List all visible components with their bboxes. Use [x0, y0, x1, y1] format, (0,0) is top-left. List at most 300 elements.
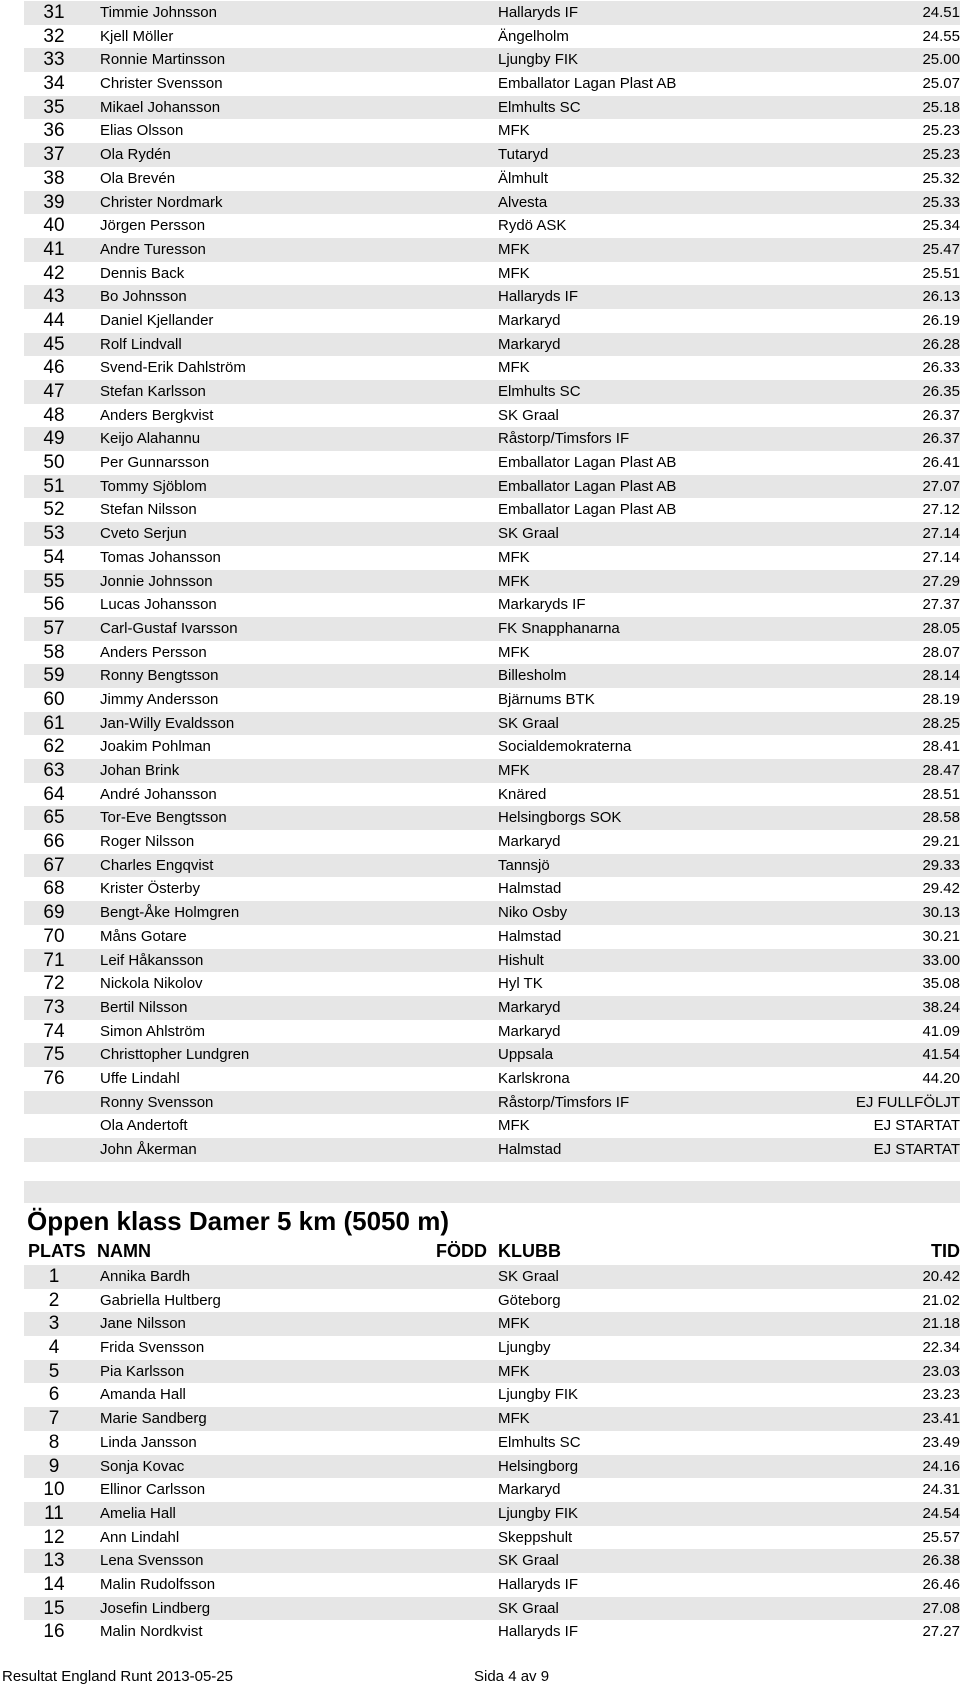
finish-time: 26.19 — [922, 311, 960, 329]
header-klubb: KLUBB — [498, 1241, 561, 1261]
club-name: FK Snapphanarna — [498, 619, 620, 637]
placement: 51 — [43, 475, 65, 497]
club-name: Ljungby FIK — [498, 1504, 579, 1522]
club-name: MFK — [498, 643, 530, 661]
runner-name: Ola Rydén — [100, 146, 171, 164]
club-name: Alvesta — [498, 193, 548, 211]
table-row — [24, 451, 960, 475]
club-name: Hyl TK — [498, 975, 543, 993]
table-row — [24, 1549, 960, 1573]
placement: 71 — [43, 949, 65, 971]
table-row — [24, 1597, 960, 1621]
club-name: Råstorp/Timsfors IF — [498, 1093, 630, 1111]
table-row — [24, 830, 960, 854]
placement: 32 — [43, 25, 65, 47]
placement: 57 — [43, 617, 65, 639]
club-name: MFK — [498, 548, 530, 566]
finish-time: 25.18 — [922, 98, 960, 116]
runner-name: Amanda Hall — [100, 1386, 186, 1404]
runner-name: Jan-Willy Evaldsson — [100, 714, 235, 732]
club-name: MFK — [498, 1362, 530, 1380]
finish-time: 27.27 — [922, 1623, 960, 1641]
placement: 43 — [43, 286, 65, 308]
runner-name: Jörgen Persson — [100, 217, 206, 235]
runner-name: Gabriella Hultberg — [100, 1291, 221, 1309]
finish-time: 28.07 — [922, 643, 960, 661]
runner-name: Rolf Lindvall — [100, 335, 182, 353]
placement: 39 — [43, 191, 65, 213]
placement: 35 — [43, 96, 65, 118]
placement: 40 — [43, 215, 65, 237]
runner-name: Jimmy Andersson — [100, 690, 219, 708]
club-name: MFK — [498, 122, 530, 140]
finish-time: 27.37 — [922, 596, 960, 614]
club-name: Niko Osby — [498, 904, 568, 922]
club-name: Halmstad — [498, 880, 562, 898]
runner-name: Bengt-Åke Holmgren — [100, 904, 240, 922]
runner-name: Charles Engqvist — [100, 856, 214, 874]
club-name: Rydö ASK — [498, 217, 567, 235]
runner-name: Per Gunnarsson — [100, 454, 210, 472]
placement: 34 — [43, 73, 65, 95]
runner-name: Stefan Nilsson — [100, 501, 197, 519]
results-table-men — [24, 1, 960, 1162]
placement: 75 — [43, 1044, 65, 1066]
placement: 13 — [43, 1550, 65, 1572]
placement: 41 — [43, 238, 65, 260]
section-title: Öppen klass Damer 5 km (5050 m) — [27, 1206, 449, 1236]
finish-time: 28.47 — [922, 762, 960, 779]
finish-time: 29.33 — [922, 856, 960, 874]
runner-name: Bertil Nilsson — [100, 998, 188, 1016]
table-row — [24, 285, 960, 309]
finish-time: 35.08 — [922, 975, 960, 993]
runner-name: Leif Håkansson — [100, 951, 204, 969]
page-footer — [0, 1668, 960, 1685]
runner-name: Frida Svensson — [100, 1339, 205, 1357]
runner-name: Daniel Kjellander — [100, 311, 214, 329]
club-name: Hallaryds IF — [498, 1623, 579, 1641]
runner-name: Ola Andertoft — [100, 1117, 188, 1135]
table-row — [24, 901, 960, 925]
club-name: Skeppshult — [498, 1528, 573, 1546]
runner-name: Uffe Lindahl — [100, 1069, 180, 1087]
placement: 67 — [43, 854, 65, 876]
runner-name: Amelia Hall — [100, 1504, 176, 1522]
club-name: Markaryds IF — [498, 596, 586, 614]
header-plats: PLATS — [28, 1241, 86, 1261]
runner-name: Tomas Johansson — [100, 548, 221, 566]
table-row — [24, 1573, 960, 1597]
table-row — [24, 214, 960, 238]
runner-name: Christtopher Lundgren — [100, 1046, 250, 1064]
table-row — [24, 427, 960, 451]
finish-time: 28.19 — [922, 690, 960, 708]
placement: 2 — [48, 1289, 60, 1311]
runner-name: Jane Nilsson — [100, 1315, 186, 1333]
table-row — [24, 1114, 960, 1138]
finish-time: 24.16 — [922, 1457, 960, 1475]
club-name: Göteborg — [498, 1291, 561, 1309]
finish-time: 23.23 — [922, 1386, 960, 1404]
runner-name: Ola Brevén — [100, 169, 176, 187]
table-row — [24, 1455, 960, 1479]
finish-time: 38.24 — [922, 998, 960, 1016]
finish-time: 22.34 — [922, 1339, 960, 1357]
finish-time: 26.46 — [922, 1575, 960, 1593]
placement: 61 — [43, 712, 65, 734]
runner-name: Malin Nordkvist — [100, 1623, 203, 1641]
club-name: Ljungby FIK — [498, 1386, 579, 1404]
runner-name: Tommy Sjöblom — [100, 477, 207, 495]
runner-name: Kjell Möller — [100, 27, 174, 45]
runner-name: Simon Ahlström — [100, 1022, 206, 1040]
placement: 45 — [43, 333, 65, 355]
table-row — [24, 1043, 960, 1067]
club-name: Halmstad — [498, 927, 562, 945]
finish-time: 25.00 — [922, 51, 960, 69]
finish-time: 27.08 — [922, 1599, 960, 1617]
runner-name: Christer Svensson — [100, 75, 223, 93]
finish-time: 29.42 — [922, 880, 960, 898]
placement: 50 — [43, 452, 65, 474]
placement: 10 — [43, 1479, 65, 1501]
placement: 46 — [43, 357, 65, 379]
table-row — [24, 1, 960, 25]
club-name: MFK — [498, 359, 530, 377]
table-row — [24, 877, 960, 901]
club-name: Hallaryds IF — [498, 288, 579, 306]
runner-name: Stefan Karlsson — [100, 383, 206, 400]
finish-time: 41.54 — [922, 1046, 960, 1064]
club-name: SK Graal — [498, 525, 559, 543]
table-header — [24, 1239, 960, 1263]
finish-time: 25.23 — [922, 146, 960, 164]
table-row — [24, 72, 960, 96]
club-name: Ljungby FIK — [498, 51, 579, 69]
table-row — [24, 664, 960, 688]
finish-time: 26.37 — [922, 406, 960, 424]
table-row — [24, 546, 960, 570]
table-row — [24, 143, 960, 167]
finish-time: 30.21 — [922, 927, 960, 945]
placement: 12 — [43, 1526, 65, 1548]
runner-name: Marie Sandberg — [100, 1410, 207, 1428]
club-name: SK Graal — [498, 1552, 559, 1570]
table-row — [24, 25, 960, 49]
placement: 16 — [43, 1621, 65, 1643]
table-row — [24, 712, 960, 736]
footer-event: Resultat England Runt 2013-05-25 — [2, 1668, 233, 1685]
placement: 38 — [43, 167, 65, 189]
club-name: MFK — [498, 1410, 530, 1428]
club-name: MFK — [498, 1117, 530, 1135]
table-row — [24, 854, 960, 878]
club-name: SK Graal — [498, 714, 559, 732]
finish-time: 26.13 — [922, 288, 960, 306]
club-name: Emballator Lagan Plast AB — [498, 75, 677, 93]
placement: 65 — [43, 807, 65, 829]
placement: 48 — [43, 404, 65, 426]
club-name: MFK — [498, 264, 530, 282]
finish-time: 25.33 — [922, 193, 960, 211]
finish-time: 25.07 — [922, 75, 960, 93]
club-name: Markaryd — [498, 311, 561, 329]
runner-name: Måns Gotare — [100, 927, 187, 945]
table-row — [24, 380, 960, 404]
table-row — [24, 1526, 960, 1550]
table-row — [24, 522, 960, 546]
club-name: Helsingborgs SOK — [498, 809, 622, 827]
table-row — [24, 1407, 960, 1431]
table-row — [24, 1138, 960, 1162]
table-row — [24, 996, 960, 1020]
table-row — [24, 617, 960, 641]
runner-name: Cveto Serjun — [100, 525, 187, 543]
table-row — [24, 262, 960, 286]
club-name: MFK — [498, 572, 530, 590]
results-table-women — [24, 1265, 960, 1644]
placement: 1 — [48, 1266, 60, 1287]
finish-time: 27.12 — [922, 501, 960, 519]
finish-time: 27.14 — [922, 548, 960, 566]
placement: 72 — [43, 973, 65, 995]
placement: 70 — [43, 925, 65, 947]
runner-name: Elias Olsson — [100, 122, 184, 140]
table-row — [24, 925, 960, 949]
club-name: SK Graal — [498, 406, 559, 424]
placement: 63 — [43, 760, 65, 781]
club-name: MFK — [498, 1315, 530, 1333]
placement: 33 — [43, 49, 65, 71]
placement: 44 — [43, 309, 65, 331]
placement: 66 — [43, 831, 65, 853]
runner-name: Ronny Svensson — [100, 1093, 214, 1111]
club-name: Ängelholm — [498, 27, 569, 45]
finish-time: 25.47 — [922, 240, 960, 258]
finish-time: 27.14 — [922, 525, 960, 543]
finish-time: 26.35 — [922, 383, 960, 400]
finish-time: 25.51 — [922, 264, 960, 282]
runner-name: Pia Karlsson — [100, 1362, 185, 1380]
finish-time: 24.54 — [922, 1504, 960, 1522]
placement: 60 — [43, 688, 65, 710]
club-name: Tutaryd — [498, 146, 549, 164]
finish-time: 44.20 — [922, 1069, 960, 1087]
runner-name: Svend-Erik Dahlström — [100, 359, 246, 377]
finish-time: 27.07 — [922, 477, 960, 495]
runner-name: Lucas Johansson — [100, 596, 217, 614]
table-row — [24, 688, 960, 712]
placement: 73 — [43, 996, 65, 1018]
runner-name: Krister Österby — [100, 880, 201, 898]
header-tid: TID — [931, 1241, 960, 1261]
finish-time: 28.14 — [922, 667, 960, 685]
runner-name: Bo Johnsson — [100, 288, 187, 306]
table-row — [24, 1383, 960, 1407]
club-name: Hallaryds IF — [498, 4, 579, 21]
club-name: Halmstad — [498, 1141, 562, 1158]
table-row — [24, 404, 960, 428]
table-row — [24, 806, 960, 830]
placement: 76 — [43, 1067, 65, 1089]
finish-time: 41.09 — [922, 1022, 960, 1040]
finish-time: 23.41 — [922, 1410, 960, 1428]
finish-time: 23.49 — [922, 1433, 960, 1451]
runner-name: Nickola Nikolov — [100, 975, 203, 993]
runner-name: André Johansson — [100, 785, 217, 803]
finish-time: 26.41 — [922, 454, 960, 472]
table-row — [24, 783, 960, 807]
table-row — [24, 1431, 960, 1455]
club-name: Tannsjö — [498, 856, 550, 874]
table-row — [24, 1336, 960, 1360]
table-row — [24, 48, 960, 72]
finish-time: 28.41 — [922, 738, 960, 756]
finish-time: 24.31 — [922, 1481, 960, 1499]
runner-name: Linda Jansson — [100, 1433, 197, 1451]
finish-time: 25.57 — [922, 1528, 960, 1546]
club-name: Råstorp/Timsfors IF — [498, 430, 630, 448]
runner-name: Keijo Alahannu — [100, 430, 201, 448]
table-row — [24, 1478, 960, 1502]
finish-time: 21.18 — [922, 1315, 960, 1333]
club-name: Emballator Lagan Plast AB — [498, 454, 677, 472]
finish-time: 28.05 — [922, 619, 960, 637]
finish-time: 26.33 — [922, 359, 960, 377]
club-name: Hishult — [498, 951, 544, 969]
placement: 4 — [48, 1337, 60, 1359]
club-name: Emballator Lagan Plast AB — [498, 501, 677, 519]
runner-name: Ellinor Carlsson — [100, 1481, 206, 1499]
finish-time: 25.23 — [922, 122, 960, 140]
table-row — [24, 570, 960, 594]
finish-time: 26.37 — [922, 430, 960, 448]
table-row — [24, 1020, 960, 1044]
runner-name: Dennis Back — [100, 264, 185, 282]
placement: 3 — [48, 1313, 60, 1335]
club-name: Ljungby — [498, 1339, 551, 1357]
finish-time: 28.51 — [922, 785, 960, 803]
finish-time: 29.21 — [922, 833, 960, 851]
club-name: MFK — [498, 240, 530, 258]
table-row — [24, 167, 960, 191]
table-row — [24, 309, 960, 333]
runner-name: Ronny Bengtsson — [100, 667, 219, 685]
runner-name: Sonja Kovac — [100, 1457, 185, 1475]
runner-name: Johan Brink — [100, 762, 180, 779]
table-row — [24, 972, 960, 996]
club-name: Markaryd — [498, 833, 561, 851]
table-row — [24, 1265, 960, 1289]
club-name: Älmhult — [498, 169, 549, 187]
finish-time: 33.00 — [922, 951, 960, 969]
club-name: Elmhults SC — [498, 98, 581, 116]
runner-name: Jonnie Johnsson — [100, 572, 213, 590]
finish-time: 24.51 — [922, 4, 960, 21]
table-row — [24, 949, 960, 973]
finish-time: 23.03 — [922, 1362, 960, 1380]
club-name: Elmhults SC — [498, 383, 581, 400]
club-name: Markaryd — [498, 1022, 561, 1040]
finish-time: 21.02 — [922, 1291, 960, 1309]
club-name: Emballator Lagan Plast AB — [498, 477, 677, 495]
runner-name: Annika Bardh — [100, 1268, 191, 1285]
table-row — [24, 735, 960, 759]
club-name: Markaryd — [498, 998, 561, 1016]
finish-time: 30.13 — [922, 904, 960, 922]
runner-name: Ann Lindahl — [100, 1528, 180, 1546]
table-row — [24, 119, 960, 143]
club-name: Karlskrona — [498, 1069, 570, 1087]
club-name: Uppsala — [498, 1046, 554, 1064]
placement: 55 — [43, 570, 65, 592]
club-name: Billesholm — [498, 667, 567, 685]
table-row — [24, 1067, 960, 1091]
finish-time: 28.25 — [922, 714, 960, 732]
placement: 14 — [43, 1573, 65, 1595]
placement: 54 — [43, 546, 65, 568]
runner-name: Andre Turesson — [100, 240, 206, 258]
table-row — [24, 333, 960, 357]
placement: 64 — [43, 783, 65, 805]
finish-time: 25.34 — [922, 217, 960, 235]
table-row — [24, 356, 960, 380]
placement: 56 — [43, 594, 65, 616]
table-row — [24, 475, 960, 499]
placement: 31 — [43, 2, 65, 23]
table-row — [24, 1289, 960, 1313]
finish-time: EJ FULLFÖLJT — [855, 1093, 960, 1111]
runner-name: Mikael Johansson — [100, 98, 221, 116]
table-row — [24, 1620, 960, 1644]
runner-name: Ronnie Martinsson — [100, 51, 226, 69]
runner-name: Lena Svensson — [100, 1552, 204, 1570]
section-divider — [24, 1181, 960, 1203]
club-name: SK Graal — [498, 1599, 559, 1617]
placement: 8 — [48, 1431, 60, 1453]
club-name: SK Graal — [498, 1268, 559, 1285]
header-namn: NAMN — [97, 1241, 151, 1261]
finish-time: 24.55 — [922, 27, 960, 45]
finish-time: 27.29 — [922, 572, 960, 590]
placement: 11 — [44, 1502, 64, 1524]
table-row — [24, 593, 960, 617]
placement: 42 — [43, 262, 65, 284]
club-name: Knäred — [498, 785, 547, 803]
placement: 52 — [43, 499, 65, 521]
finish-time: 20.42 — [922, 1268, 960, 1285]
table-row — [24, 191, 960, 215]
runner-name: Carl-Gustaf Ivarsson — [100, 619, 238, 637]
table-row — [24, 1091, 960, 1115]
runner-name: Tor-Eve Bengtsson — [100, 809, 227, 827]
finish-time: 26.28 — [922, 335, 960, 353]
table-row — [24, 641, 960, 665]
club-name: Markaryd — [498, 335, 561, 353]
table-row — [24, 1360, 960, 1384]
placement: 15 — [43, 1597, 65, 1619]
runner-name: Roger Nilsson — [100, 833, 195, 851]
runner-name: Anders Bergkvist — [100, 406, 214, 424]
finish-time: EJ STARTAT — [873, 1141, 960, 1158]
table-row — [24, 498, 960, 522]
finish-time: 26.38 — [922, 1552, 960, 1570]
placement: 49 — [43, 428, 65, 450]
placement: 74 — [43, 1020, 65, 1042]
club-name: Bjärnums BTK — [498, 690, 595, 708]
table-row — [24, 1502, 960, 1526]
